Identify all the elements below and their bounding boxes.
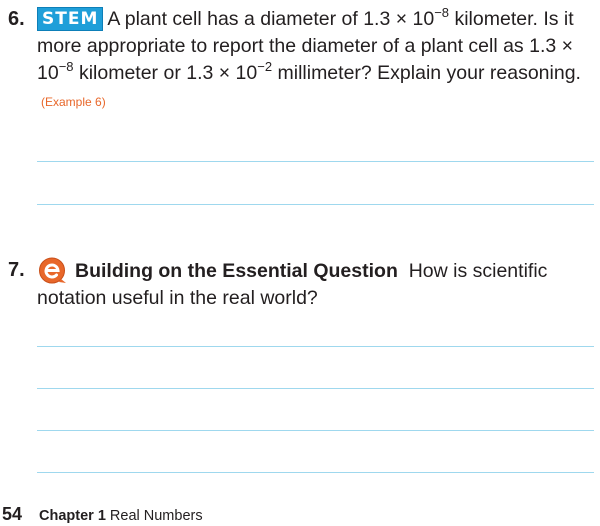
page-footer <box>0 504 203 526</box>
answer-line[interactable] <box>37 430 594 431</box>
essential-question-title: Building on the Essential Question <box>75 260 398 282</box>
answer-line[interactable] <box>37 388 594 389</box>
chapter-label: Chapter 1 <box>39 508 106 524</box>
answer-line[interactable] <box>37 161 594 162</box>
problem-6-number: 6. <box>8 8 25 30</box>
answer-line[interactable] <box>37 472 594 473</box>
answer-line[interactable] <box>37 204 594 205</box>
problem-7-text: Building on the Essential Question How is scientific notation useful in the real world? <box>37 257 593 312</box>
example-reference: (Example 6) <box>41 95 106 109</box>
page-number: 54 <box>2 504 23 524</box>
problem-7-number: 7. <box>8 259 25 281</box>
stem-badge: STEM <box>37 7 103 31</box>
chapter-title: Real Numbers <box>109 508 203 524</box>
problem-6-text: STEM A plant cell has a diameter of $1.3 \times 10^{-8}$ kilometer. Is it more appropriate to report the diameter of a plant cell as $1.3 \times 10^{-8}$ kilometer or $1.3 \times 10^{-2}$ millimeter? Explain your reasoning.(Example 6) <box>37 5 581 109</box>
answer-line[interactable] <box>37 346 594 347</box>
essential-question-icon <box>37 257 71 284</box>
